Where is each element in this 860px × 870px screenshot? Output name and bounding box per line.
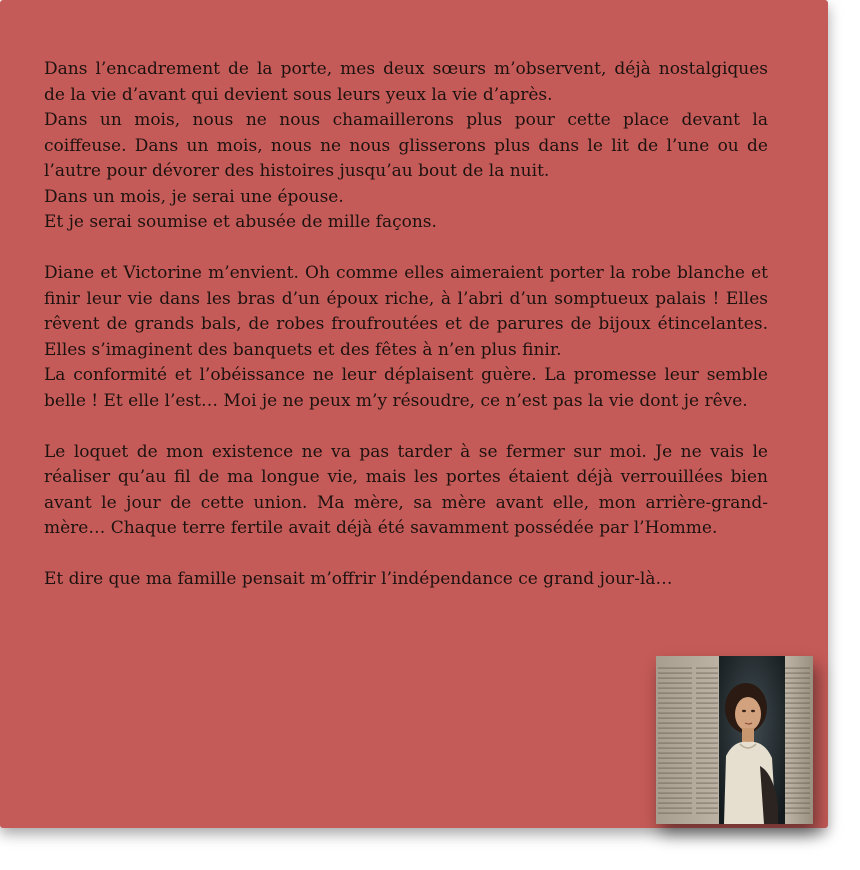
book-portrait-photo (656, 656, 813, 824)
text-line: Diane et Victorine m’envient. Oh comme elles aimeraient porter la robe blanche et finir leur vie dans les bras d’un époux riche, à l’abri d’un somptueux palais ! Elles rêvent de grands bals, de robes froufroutées et de parures de bijoux étincelantes. Elles s’imaginent des banquets et des fêtes à n’en plus finir. (44, 263, 768, 360)
paragraph-4 (44, 567, 768, 593)
paragraph-3 (44, 440, 768, 542)
text-line: Le loquet de mon existence ne va pas tarder à se fermer sur moi. Je ne vais le réaliser qu’au fil de ma longue vie, mais les portes étaient déjà verrouillées bien avant le jour de cette union. Ma mère, sa mère avant elle, mon arrière-grand-mère… Chaque terre fertile avait déjà été savamment possédée par l’Homme. (44, 441, 768, 538)
paragraph-2 (44, 261, 768, 414)
text-line: Et je serai soumise et abusée de mille façons. (44, 212, 437, 232)
text-line: Dans l’encadrement de la porte, mes deux sœurs m’observent, déjà nostalgiques de la vie d’avant qui devient sous leurs yeux la vie d’après. (44, 59, 768, 105)
text-line: Et dire que ma famille pensait m’offrir l’indépendance ce grand jour-là… (44, 569, 673, 589)
text-line: La conformité et l’obéissance ne leur déplaisent guère. La promesse leur semble belle ! Et elle l’est… Moi je ne peux m’y résoudre, ce n’est pas la vie dont je rêve. (44, 365, 768, 411)
story-text (44, 57, 768, 618)
text-line: Dans un mois, nous ne nous chamaillerons plus pour cette place devant la coiffeuse. Dans un mois, nous ne nous glisserons plus dans le lit de l’une ou de l’autre pour dévorer des histoires jusqu’au bout de la nuit. (44, 110, 768, 181)
book-portrait-image (656, 656, 813, 824)
paragraph-1 (44, 57, 768, 236)
text-line: Dans un mois, je serai une épouse. (44, 186, 344, 207)
